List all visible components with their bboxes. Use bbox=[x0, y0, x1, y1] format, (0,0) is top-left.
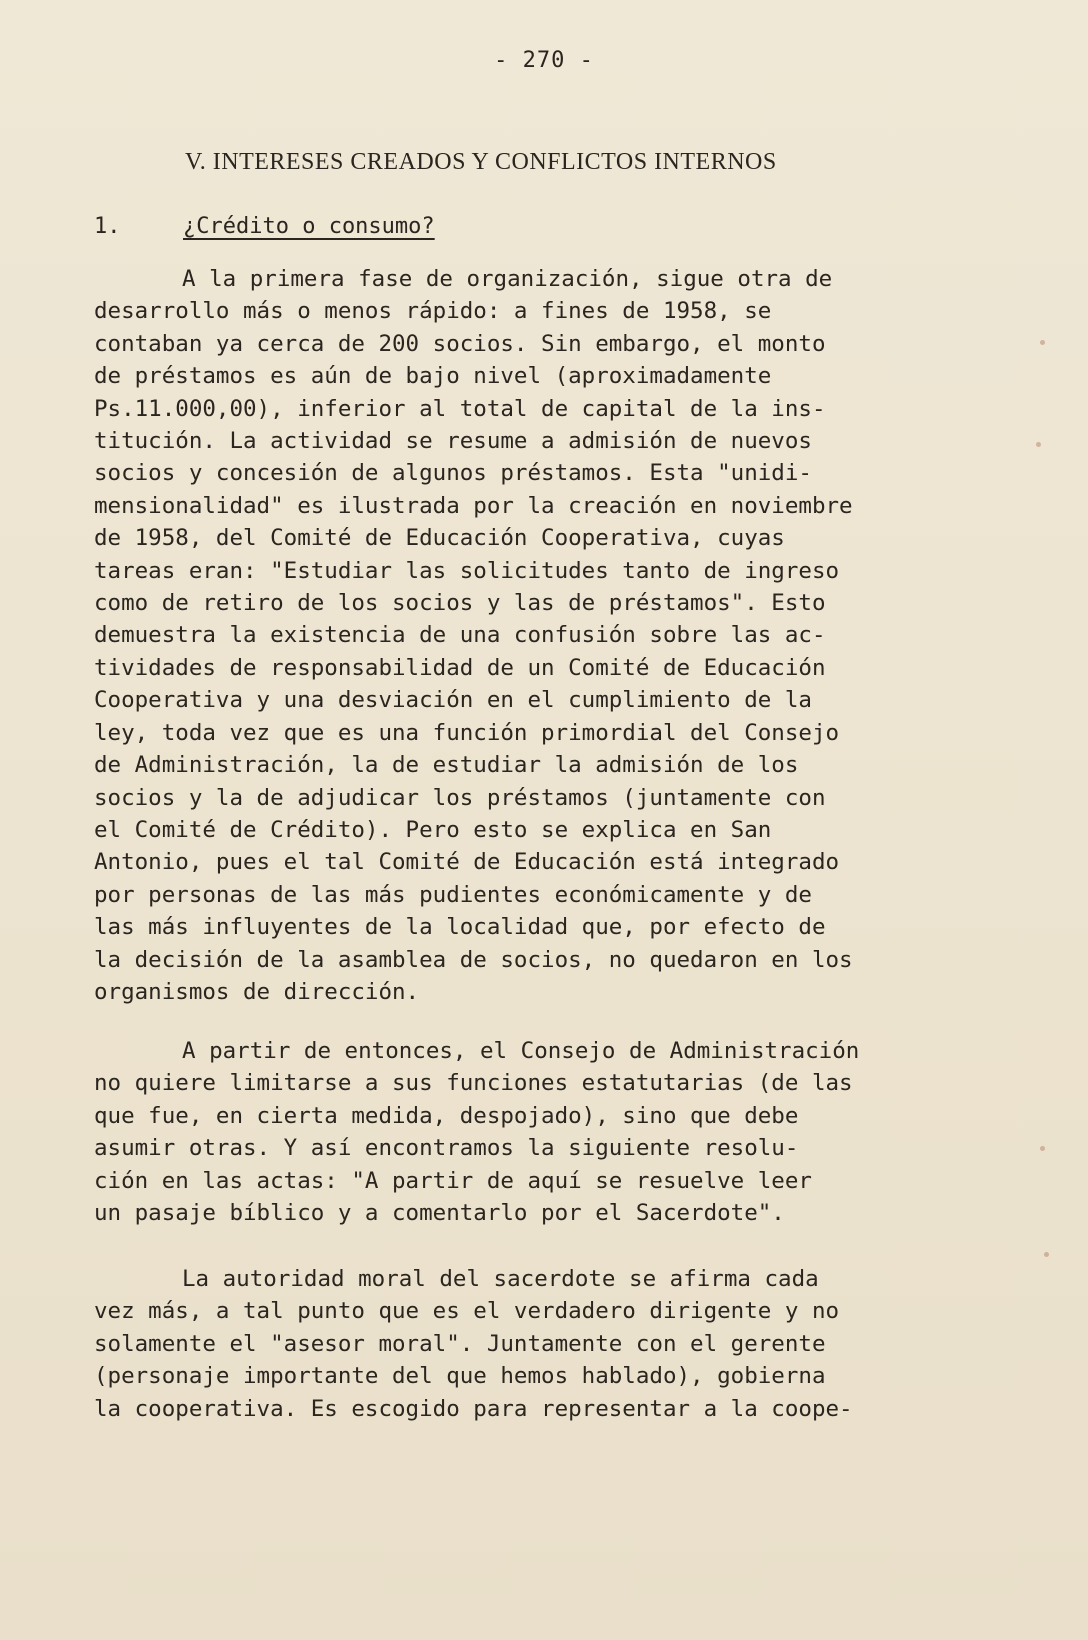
text-line: que fue, en cierta medida, despojado), sino que debe bbox=[94, 1102, 799, 1129]
text-line: no quiere limitarse a sus funciones estatutarias (de las bbox=[94, 1070, 853, 1097]
paragraph-2 bbox=[94, 1035, 974, 1229]
section-number: 1. bbox=[94, 214, 121, 239]
text-line: la cooperativa. Es escogido para representar a la coope- bbox=[94, 1395, 853, 1422]
paper-speck bbox=[1044, 1252, 1049, 1257]
text-line: socios y concesión de algunos préstamos. Esta "unidi- bbox=[94, 460, 812, 487]
text-line: tareas eran: "Estudiar las solicitudes tanto de ingreso bbox=[94, 557, 840, 584]
text-line: las más influyentes de la localidad que, por efecto de bbox=[94, 914, 826, 941]
text-line: ción en las actas: "A partir de aquí se resuelve leer bbox=[94, 1167, 812, 1194]
text-line: desarrollo más o menos rápido: a fines de 1958, se bbox=[94, 298, 772, 325]
paper-speck bbox=[1036, 442, 1041, 447]
text-line: tividades de responsabilidad de un Comité de Educación bbox=[94, 654, 826, 681]
paper-speck bbox=[1040, 1146, 1045, 1151]
text-line: ley, toda vez que es una función primordial del Consejo bbox=[94, 719, 840, 746]
text-line: vez más, a tal punto que es el verdadero dirigente y no bbox=[94, 1298, 840, 1325]
text-line: mensionalidad" es ilustrada por la creación en noviembre bbox=[94, 492, 853, 519]
text-line: de 1958, del Comité de Educación Cooperativa, cuyas bbox=[94, 525, 785, 552]
text-line: (personaje importante del que hemos hablado), gobierna bbox=[94, 1363, 826, 1390]
text-line: socios y la de adjudicar los préstamos (juntamente con bbox=[94, 784, 826, 811]
text-line: Cooperativa y una desviación en el cumplimiento de la bbox=[94, 687, 812, 714]
paragraph-1 bbox=[94, 263, 974, 1008]
text-line: un pasaje bíblico y a comentarlo por el Sacerdote". bbox=[94, 1200, 785, 1227]
paper-speck bbox=[1040, 340, 1045, 345]
text-line: por personas de las más pudientes económicamente y de bbox=[94, 881, 812, 908]
text-line: titución. La actividad se resume a admisión de nuevos bbox=[94, 428, 812, 455]
text-line: La autoridad moral del sacerdote se afirma cada bbox=[182, 1266, 819, 1292]
text-line: de Administración, la de estudiar la admisión de los bbox=[94, 752, 799, 779]
text-line: solamente el "asesor moral". Juntamente con el gerente bbox=[94, 1330, 826, 1357]
section-title: ¿Crédito o consumo? bbox=[183, 214, 435, 239]
text-line: Ps.11.000,00), inferior al total de capital de la ins- bbox=[94, 395, 826, 422]
text-line: el Comité de Crédito). Pero esto se explica en San bbox=[94, 816, 772, 843]
page-number: - 270 - bbox=[494, 48, 594, 73]
text-line: A partir de entonces, el Consejo de Administración bbox=[182, 1038, 860, 1064]
text-line: A la primera fase de organización, sigue otra de bbox=[182, 266, 833, 292]
paragraph-3 bbox=[94, 1263, 974, 1425]
text-line: organismos de dirección. bbox=[94, 978, 420, 1005]
text-line: asumir otras. Y así encontramos la siguiente resolu- bbox=[94, 1135, 799, 1162]
text-line: demuestra la existencia de una confusión sobre las ac- bbox=[94, 622, 826, 649]
text-line: la decisión de la asamblea de socios, no quedaron en los bbox=[94, 946, 853, 973]
text-line: como de retiro de los socios y las de préstamos". Esto bbox=[94, 590, 826, 617]
text-line: de préstamos es aún de bajo nivel (aproximadamente bbox=[94, 363, 772, 390]
text-line: Antonio, pues el tal Comité de Educación está integrado bbox=[94, 849, 840, 876]
chapter-heading: V. INTERESES CREADOS Y CONFLICTOS INTERNOS bbox=[185, 149, 777, 175]
text-line: contaban ya cerca de 200 socios. Sin embargo, el monto bbox=[94, 330, 826, 357]
